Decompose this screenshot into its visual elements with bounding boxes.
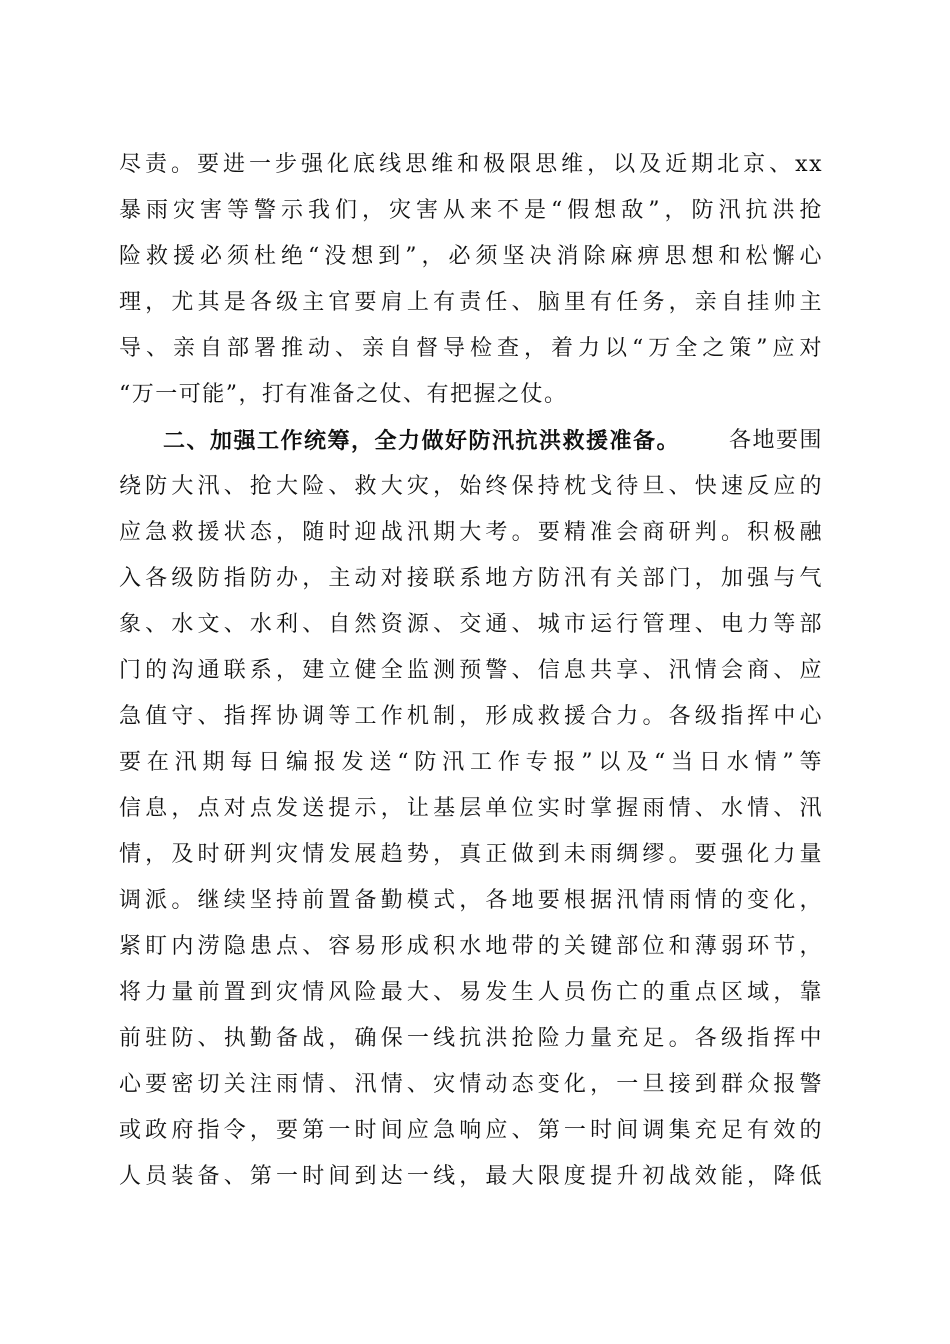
text-line: “万一可能”，打有准备之仗、有把握之仗。	[119, 382, 568, 407]
section-heading: 二、加强工作统筹，全力做好防汛抗洪救援准备。	[163, 428, 681, 454]
text-line: 理，尤其是各级主官要肩上有责任、脑里有任务，亲自挂帅主	[119, 290, 823, 315]
text-line: 或政府指令，要第一时间应急响应、第一时间调集充足有效的	[119, 1118, 823, 1143]
text-line: 入各级防指防办，主动对接联系地方防汛有关部门，加强与气	[119, 566, 823, 591]
text-line: 应急救援状态，随时迎战汛期大考。要精准会商研判。积极融	[119, 520, 823, 545]
text-line: 前驻防、执勤备战，确保一线抗洪抢险力量充足。各级指挥中	[119, 1026, 823, 1051]
text-line: 尽责。要进一步强化底线思维和极限思维，以及近期北京、xx	[119, 152, 823, 177]
text-line: 导、亲自部署推动、亲自督导检查，着力以“万全之策”应对	[119, 336, 823, 361]
heading-continuation: 各地要围	[728, 428, 823, 453]
text-line: 紧盯内涝隐患点、容易形成积水地带的关键部位和薄弱环节，	[119, 934, 823, 959]
text-line: 将力量前置到灾情风险最大、易发生人员伤亡的重点区域，靠	[119, 980, 823, 1005]
text-line: 情，及时研判灾情发展趋势，真正做到未雨绸缪。要强化力量	[119, 842, 823, 867]
text-line: 门的沟通联系，建立健全监测预警、信息共享、汛情会商、应	[119, 658, 823, 683]
text-line: 绕防大汛、抢大险、救大灾，始终保持枕戈待旦、快速反应的	[119, 474, 823, 499]
section-heading-line	[163, 418, 823, 464]
text-line: 信息，点对点发送提示，让基层单位实时掌握雨情、水情、汛	[119, 796, 823, 821]
text-line: 暴雨灾害等警示我们，灾害从来不是“假想敌”，防汛抗洪抢	[119, 198, 823, 223]
text-line: 人员装备、第一时间到达一线，最大限度提升初战效能，降低	[119, 1164, 823, 1189]
text-line: 急值守、指挥协调等工作机制，形成救援合力。各级指挥中心	[119, 704, 823, 729]
text-line: 要在汛期每日编报发送“防汛工作专报”以及“当日水情”等	[119, 750, 823, 775]
text-line: 调派。继续坚持前置备勤模式，各地要根据汛情雨情的变化，	[119, 888, 823, 913]
text-line: 心要密切关注雨情、汛情、灾情动态变化，一旦接到群众报警	[119, 1072, 823, 1097]
text-line: 险救援必须杜绝“没想到”，必须坚决消除麻痹思想和松懈心	[119, 244, 823, 269]
text-line: 象、水文、水利、自然资源、交通、城市运行管理、电力等部	[119, 612, 823, 637]
